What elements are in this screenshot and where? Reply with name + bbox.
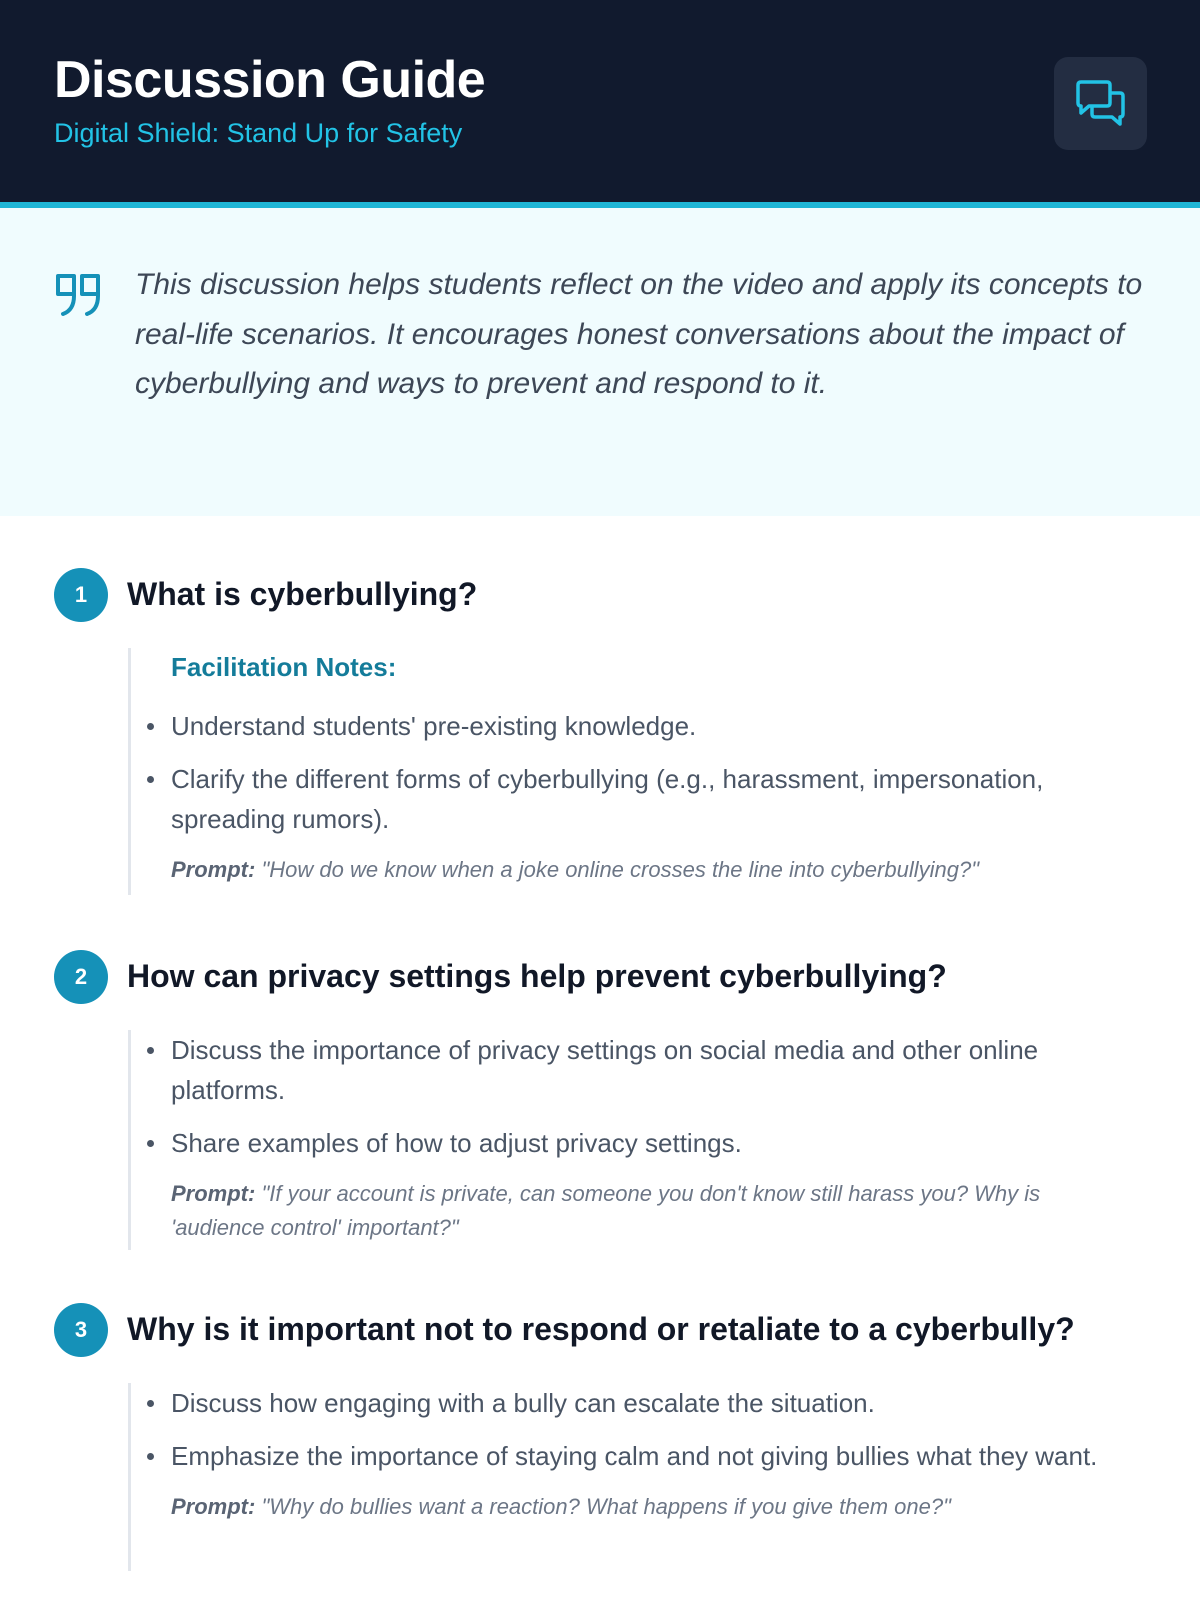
- question-3: [54, 1303, 1154, 1519]
- intro-callout: [0, 208, 1200, 516]
- bullet-icon: [147, 776, 154, 783]
- discussion-prompt: [171, 1177, 1131, 1245]
- question-1: [54, 568, 1154, 882]
- question-notes: [128, 1383, 1171, 1571]
- list-item: Emphasize the importance of staying calm and not giving bullies what they want.: [131, 1436, 1151, 1476]
- question-number-badge: 2: [54, 950, 108, 1004]
- question-notes: [128, 1030, 1171, 1250]
- page-subtitle: Digital Shield: Stand Up for Safety: [54, 118, 463, 148]
- prompt-label: Prompt:: [171, 857, 256, 882]
- bullet-icon: [147, 1140, 154, 1147]
- question-2: [54, 950, 1154, 1240]
- prompt-text: "If your account is private, can someone you don't know still harass you? Why is 'audience control' important?": [171, 1181, 1041, 1240]
- bullet-icon: [147, 1047, 154, 1054]
- bullet-icon: [147, 723, 154, 730]
- chat-bubbles-icon: [1074, 79, 1128, 129]
- bullet-icon: [147, 1453, 154, 1460]
- list-item: Share examples of how to adjust privacy settings.: [131, 1123, 1151, 1163]
- list-item: Clarify the different forms of cyberbullying (e.g., harassment, impersonation, spreading rumors).: [131, 759, 1151, 839]
- list-item: Discuss how engaging with a bully can escalate the situation.: [131, 1383, 1151, 1423]
- question-number-badge: 1: [54, 568, 108, 622]
- page-title: Discussion Guide: [54, 51, 486, 109]
- bullet-icon: [147, 1400, 154, 1407]
- chat-bubbles-icon-box: [1054, 57, 1147, 150]
- quote-icon: [55, 272, 103, 318]
- facilitation-notes-label: Facilitation Notes:: [171, 652, 397, 682]
- prompt-label: Prompt:: [171, 1494, 256, 1519]
- question-title: How can privacy settings help prevent cyberbullying?: [127, 958, 947, 994]
- question-number-badge: 3: [54, 1303, 108, 1357]
- question-title: What is cyberbullying?: [127, 576, 478, 612]
- list-item: Discuss the importance of privacy settings on social media and other online platforms.: [131, 1030, 1151, 1110]
- discussion-prompt: [171, 853, 1131, 887]
- prompt-text: "Why do bullies want a reaction? What happens if you give them one?": [261, 1494, 951, 1519]
- prompt-label: Prompt:: [171, 1181, 256, 1206]
- prompt-text: "How do we know when a joke online crosses the line into cyberbullying?": [261, 857, 980, 882]
- discussion-prompt: [171, 1490, 1131, 1524]
- question-notes: [128, 648, 1171, 895]
- intro-text: This discussion helps students reflect on the video and apply its concepts to real-life scenarios. It encourages honest conversations about the impact of cyberbullying and ways to prevent and respond to it.: [135, 268, 1143, 400]
- question-title: Why is it important not to respond or retaliate to a cyberbully?: [127, 1311, 1075, 1347]
- page-header: [0, 0, 1200, 208]
- list-item: Understand students' pre-existing knowledge.: [131, 706, 1151, 746]
